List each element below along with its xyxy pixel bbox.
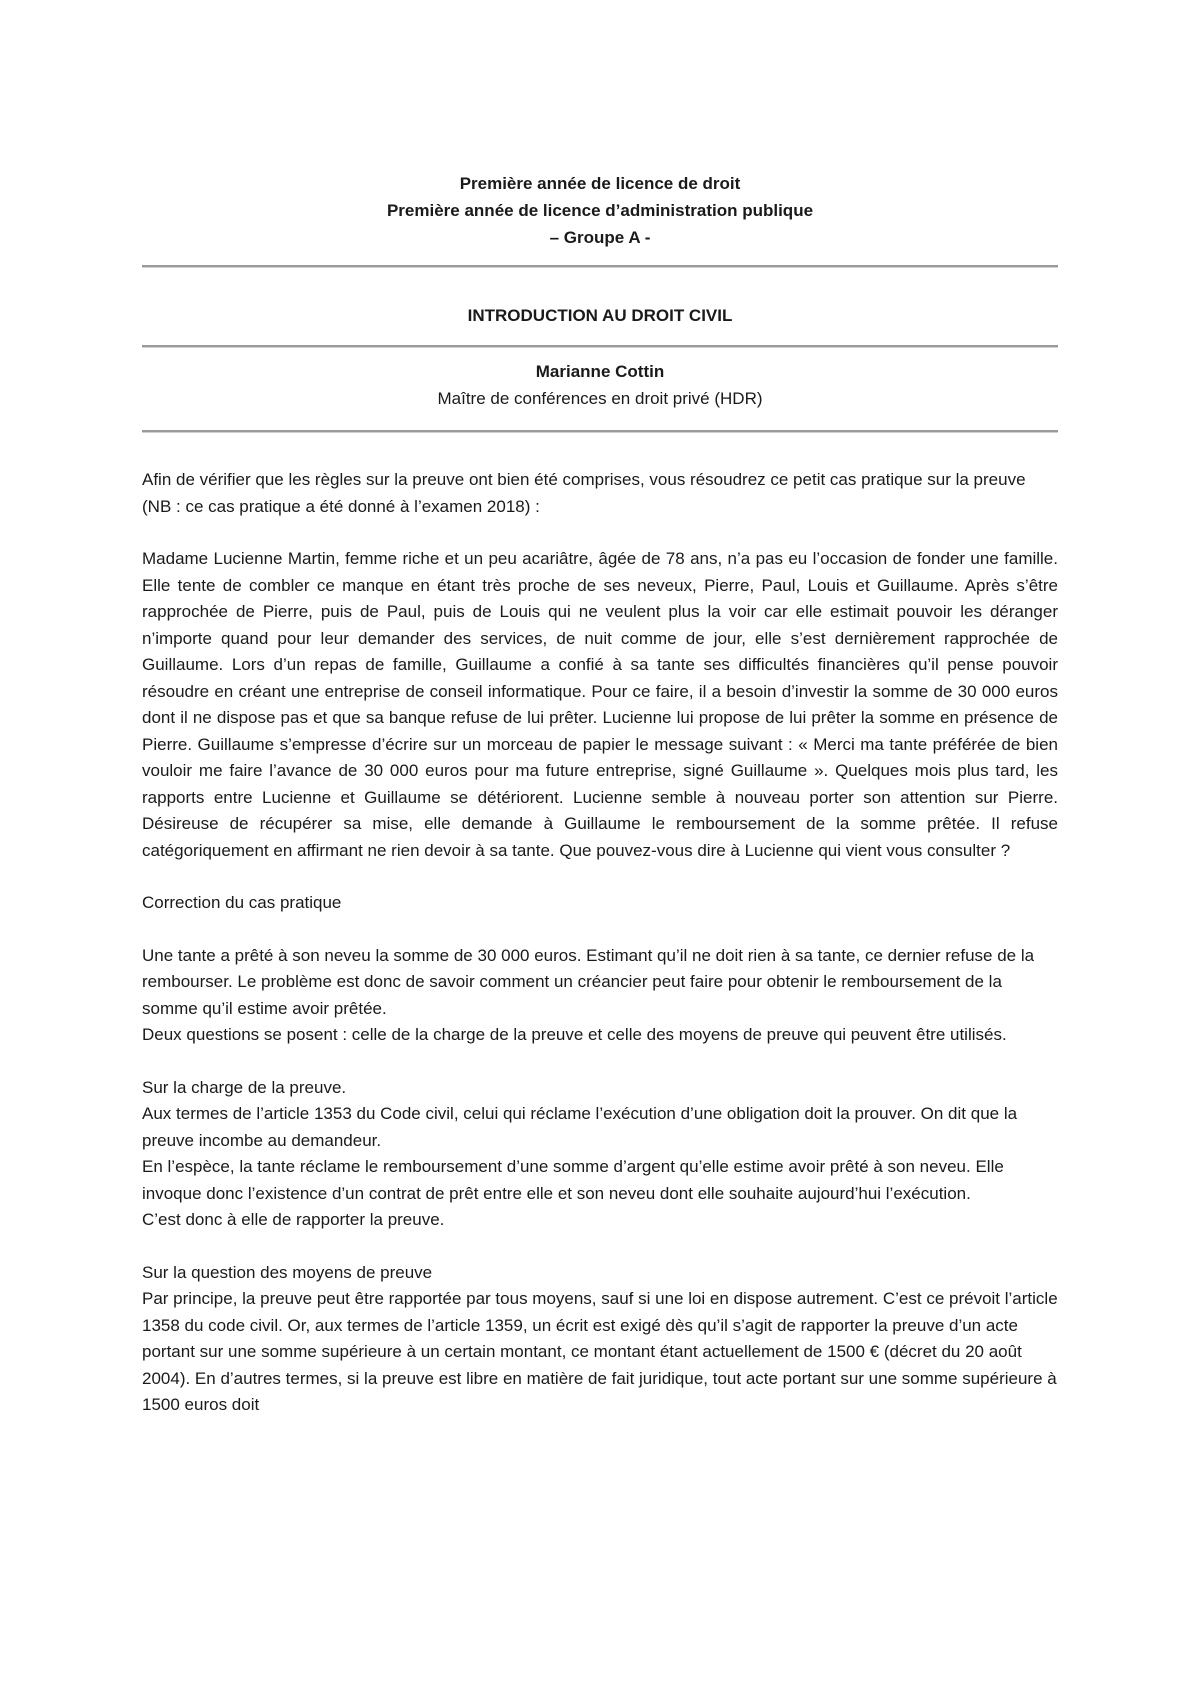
divider bbox=[142, 345, 1058, 348]
paragraph: Deux questions se posent : celle de la charge de la preuve et celle des moyens de preuve qui peuvent être utilisés. bbox=[142, 1025, 1007, 1044]
paragraph: Aux termes de l’article 1353 du Code civil, celui qui réclame l’exécution d’une obligation doit la prouver. On dit que la preuve incombe au demandeur. bbox=[142, 1104, 1018, 1150]
author-role: Maître de conférences en droit privé (HDR) bbox=[437, 389, 763, 408]
header-line-3: – Groupe A - bbox=[549, 228, 651, 247]
section-heading: Sur la charge de la preuve. bbox=[142, 1077, 347, 1097]
header-line-1: Première année de licence de droit bbox=[459, 174, 741, 193]
section-heading: Correction du cas pratique bbox=[142, 893, 342, 912]
paragraph: Une tante a prêté à son neveu la somme de 30 000 euros. Estimant qu’il ne doit rien à sa tante, ce dernier refuse de la rembourser. Le problème est donc de savoir comment un créancier peut faire pour obtenir le remboursement de la somme qu’il estime avoir prêtée. bbox=[142, 945, 1035, 1018]
divider bbox=[142, 265, 1058, 268]
intro-paragraph: Afin de vérifier que les règles sur la preuve ont bien été comprises, vous résoudrez ce petit cas pratique sur la preuve (NB : ce cas pratique a été donné à l’examen 2018) : bbox=[142, 470, 1026, 516]
case-paragraph: Madame Lucienne Martin, femme riche et un peu acariâtre, âgée de 78 ans, n’a pas eu l’occasion de fonder une famille. Elle tente de combler ce manque en étant très proche de ses neveux, Pierre, Paul, Louis et Guillaume. Après s’être rapprochée de Pierre, puis de Paul, puis de Louis qui ne veulent plus la voir car elle estimait pouvoir les déranger n’importe quand pour leur demander des services, de nuit comme de jour, elle s’est dernièrement rapprochée de Guillaume. Lors d’un repas de famille, Guillaume a confié à sa tante ses difficultés financières qu’il pense pouvoir résoudre en créant une entreprise de conseil informatique. Pour ce faire, il a besoin d’investir la somme de 30 000 euros dont il ne dispose pas et que sa banque refuse de lui prêter. Lucienne lui propose de lui prêter la somme en présence de Pierre. Guillaume s’empresse d’écrire sur un morceau de papier le message suivant : « Merci ma tante préférée de bien vouloir me faire l’avance de 30 000 euros pour ma future entreprise, signé Guillaume ». Quelques mois plus tard, les rapports entre Lucienne et Guillaume se détériorent. Lucienne semble à nouveau porter son attention sur Pierre. Désireuse de récupérer sa mise, elle demande à Guillaume le remboursement de la somme prêtée. Il refuse catégoriquement en affirmant ne rien devoir à sa tante. Que pouvez-vous dire à Lucienne qui vient vous consulter ? bbox=[142, 549, 1058, 860]
paragraph: C’est donc à elle de rapporter la preuve. bbox=[142, 1210, 445, 1229]
author-name: Marianne Cottin bbox=[535, 362, 665, 381]
paragraph: Par principe, la preuve peut être rapportée par tous moyens, sauf si une loi en dispose autrement. C’est ce prévoit l’article 1358 du code civil. Or, aux termes de l’article 1359, un écrit est exigé dès qu’il s’agit de rapporter la preuve d’un acte portant sur une somme supérieure à un certain montant, ce montant étant actuellement de 1500 € (décret du 20 août 2004). En d’autres termes, si la preuve est libre en matière de fait juridique, tout acte portant sur une somme supérieure à 1500 euros doit bbox=[142, 1289, 1058, 1414]
document-body bbox=[142, 467, 1058, 1419]
course-title: INTRODUCTION AU DROIT CIVIL bbox=[467, 306, 733, 325]
header-line-2: Première année de licence d’administration publique bbox=[386, 201, 814, 220]
document-header bbox=[142, 170, 1058, 251]
author-block bbox=[142, 358, 1058, 412]
divider bbox=[142, 430, 1058, 433]
paragraph: En l’espèce, la tante réclame le remboursement d’une somme d’argent qu’elle estime avoir prêté à son neveu. Elle invoque donc l’existence d’un contrat de prêt entre elle et son neveu dont elle souhaite aujourd’hui l’exécution. bbox=[142, 1157, 1004, 1203]
section-heading: Sur la question des moyens de preuve bbox=[142, 1262, 433, 1282]
